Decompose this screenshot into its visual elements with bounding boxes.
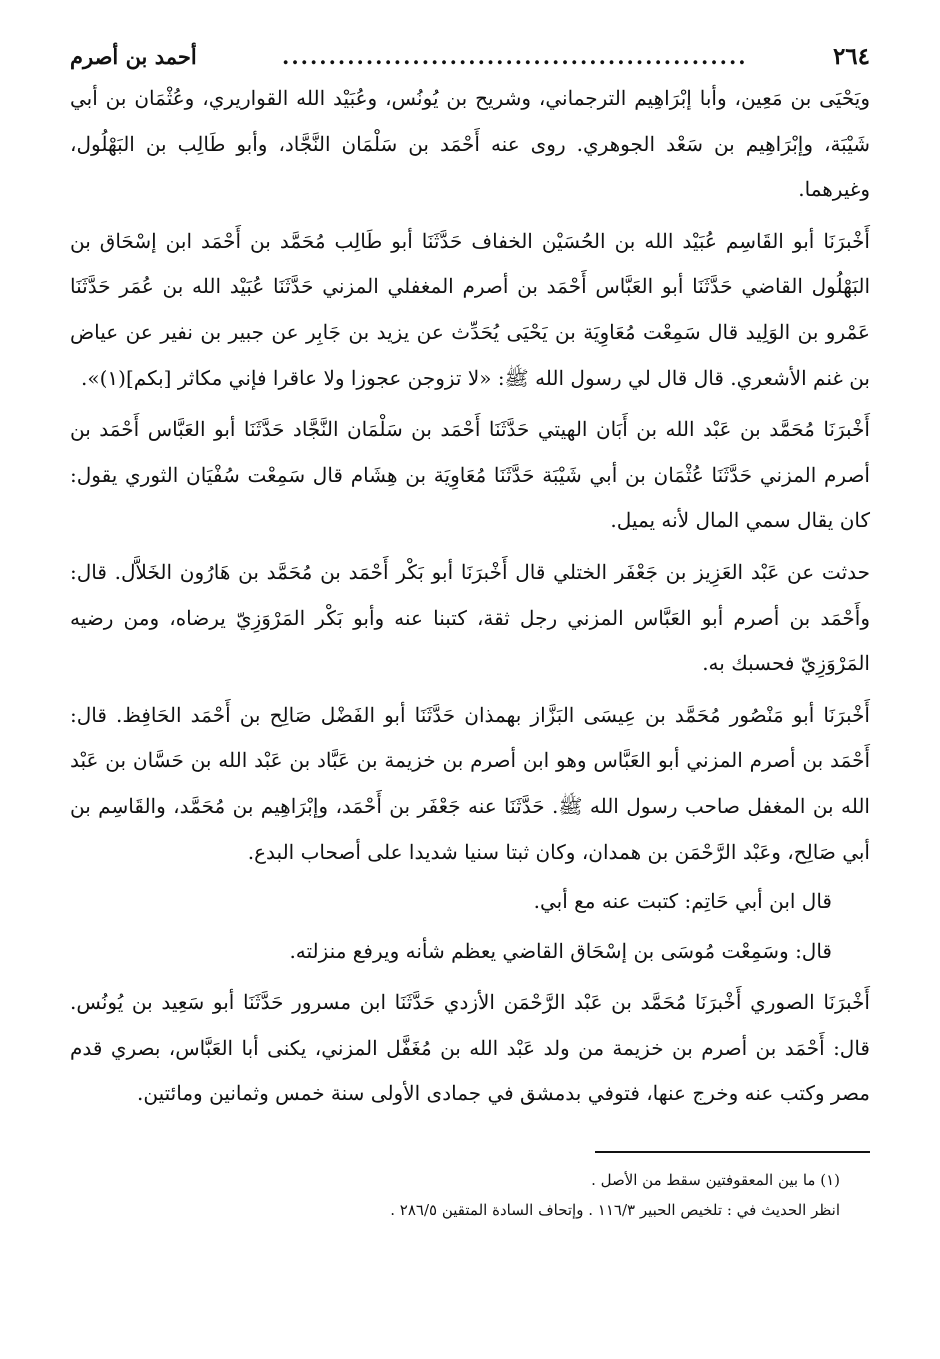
footnotes — [70, 1165, 870, 1225]
paragraph-8: أَخْبرَنَا الصوري أَخْبرَنَا مُحَمَّد بن عَبْد الرَّحْمَن الأزدي حَدَّثَنَا ابن مسرور حَدَّثَنَا أبو سَعِيد بن يُونُس. قال: أَحْمَد بن أصرم بن خزيمة من ولد عَبْد الله بن مُغَفَّل المزني، يكنى أبا العَبَّاس، بصري قدم مصر وكتب عنه وخرج عنها، فتوفي بدمشق في جمادى الأولى سنة خمس وثمانين ومائتين. — [70, 990, 870, 1106]
body-text — [70, 76, 870, 1117]
paragraph-2: أَخْبرَنَا أبو القَاسِم عُبَيْد الله بن الحُسَيْن الخفاف حَدَّثَنَا أبو طَالِب مُحَمَّد بن أَحْمَد ابن إسْحَاق بن البَهْلُول القاضي حَدَّثَنَا أبو العَبَّاس أَحْمَد بن أصرم المغفلي المزني حَدَّثَنَا عُبَيْد الله بن عُمَر حَدَّثَنَا عَمْرو بن الوَلِيد قال سَمِعْت مُعَاوِيَة بن يَحْيَى يُحَدِّث عن يزيد بن جَابِر عن جبير بن نفير عن عياض بن غنم الأشعري. قال قال لي رسول الله ﷺ: «لا تزوجن عجوزا ولا عاقرا فإني مكاثر [بكم](١)». — [70, 228, 870, 390]
footnote-separator — [595, 1151, 870, 1153]
header-dot-leader: .................................................. — [282, 44, 748, 69]
footnote-2: انظر الحديث في : تلخيص الحبير ١١٦/٣ . وإتحاف السادة المتقين ٢٨٦/٥ . — [390, 1201, 840, 1220]
paragraph-4: حدثت عن عَبْد العَزِيز بن جَعْفَر الختلي قال أَخْبرَنَا أبو بَكْر أَحْمَد بن مُحَمَّد بن هَارُون الخَلاَّل. قال: وأَحْمَد بن أصرم أبو العَبَّاس المزني رجل ثقة، كتبنا عنه وأبو بَكْر المَرْوَزِيّ يرضاه، ومن رضيه المَرْوَزِيّ فحسبك به. — [70, 559, 870, 676]
running-header — [70, 40, 870, 74]
paragraph-6: قال ابن أبي حَاتِم: كتبت عنه مع أبي. — [533, 889, 832, 914]
footnote-1: (١) ما بين المعقوفتين سقط من الأصل . — [591, 1171, 840, 1190]
paragraph-7: قال: وسَمِعْت مُوسَى بن إسْحَاق القاضي يعظم شأنه ويرفع منزلته. — [289, 938, 832, 963]
page-number: ٢٦٤ — [832, 43, 870, 70]
book-page — [70, 40, 870, 1225]
paragraph-3: أَخْبرَنَا مُحَمَّد بن عَبْد الله بن أَبَان الهيتي حَدَّثَنَا أَحْمَد بن سَلْمَان النَّجَّاد حَدَّثَنَا أبو العَبَّاس أَحْمَد بن أصرم المزني حَدَّثَنَا عُثْمَان بن أبي شَيْبَة حَدَّثَنَا مُعَاوِيَة بن هِشَام قال سَمِعْت سُفْيَان الثوري يقول: كان يقال سمي المال لأنه يميل. — [70, 417, 870, 533]
paragraph-5: أَخْبرَنَا أبو مَنْصُور مُحَمَّد بن عِيسَى البَزَّاز بهمذان حَدَّثَنَا أبو الفَضْل صَالِح بن أَحْمَد الحَافِظ. قال: أَحْمَد بن أصرم المزني أبو العَبَّاس وهو ابن أصرم بن خزيمة بن عَبَّاد بن عَبْد الله بن حَسَّان بن عَبْد الله بن المغفل صاحب رسول الله ﷺ. حَدَّثَنَا عنه جَعْفَر بن أَحْمَد، وإبْرَاهِيم بن مُحَمَّد، والقَاسِم بن أبي صَالِح، وعَبْد الرَّحْمَن بن همدان، وكان ثبتا سنيا شديدا على أصحاب البدع. — [70, 702, 870, 864]
paragraph-1: ويَحْيَى بن مَعِين، وأبا إبْرَاهِيم الترجماني، وشريح بن يُونُس، وعُبَيْد الله القواريري، وعُثْمَان بن أبي شَيْبَة، وإبْرَاهِيم بن سَعْد الجوهري. روى عنه أَحْمَد بن سَلْمَان النَّجَّاد، وأبو طَالِب بن البَهْلُول، وغيرهما. — [70, 86, 870, 202]
header-title: أحمد بن أصرم — [70, 44, 197, 69]
